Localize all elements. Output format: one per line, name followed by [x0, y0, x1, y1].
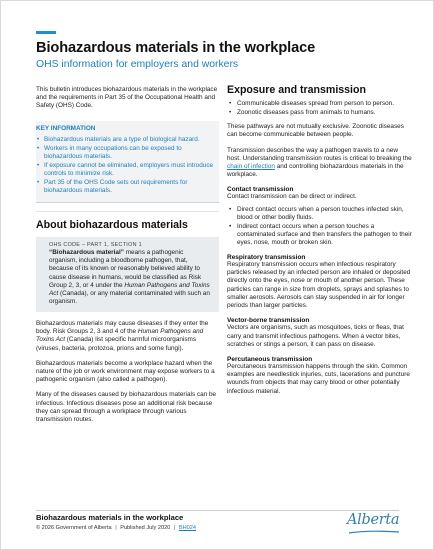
page-subtitle: OHS information for employers and workers	[36, 59, 239, 70]
vector-transmission-text: Vectors are organisms, such as mosquitoes, ticks or fleas, that carry and transmit infectious pathogens. When a vector bites, scratches or stings a person, it can pass on disease.	[227, 324, 404, 348]
contact-bullet: • Direct contact occurs when a person touches infected skin, blood or other bodily fluids.	[227, 206, 413, 222]
about-paragraph-1-text: Biohazardous materials may cause diseases if they enter the body. Risk Groups 2, 3 and 4 of the	[36, 319, 209, 336]
chain-of-infection-link[interactable]: chain of infection	[227, 163, 275, 170]
key-information-item: • Part 35 of the OHS Code sets out requirements for biohazardous materials.	[36, 179, 219, 195]
respiratory-transmission-heading: Respiratory transmission	[227, 254, 306, 262]
respiratory-transmission-text: Respiratory transmission occurs when infectious respiratory particles released by an infected person are inhaled or deposited directly onto the eyes, nose or mouth of another person. These particles can range in size from droplets, sprays and splashes to smaller aerosols. Aerosols can stay suspended in air for longer periods than larger particles.	[227, 261, 411, 310]
alberta-logo-swoosh	[348, 529, 400, 535]
key-information-box	[36, 121, 219, 204]
footer-separator: |	[113, 525, 119, 531]
footer-divider	[36, 510, 399, 511]
definition-text	[49, 249, 213, 306]
key-information-item: • Workers in many occupations can be exposed to biohazardous materials.	[36, 145, 219, 161]
contact-transmission-heading: Contact transmission	[227, 186, 294, 194]
right-column	[227, 84, 413, 396]
percutaneous-transmission-heading: Percutaneous transmission	[227, 355, 313, 363]
footer-title: Biohazardous materials in the workplace	[36, 513, 184, 522]
footer-document-code[interactable]: BH024	[178, 525, 196, 531]
ohs-code-label: OHS CODE – PART 1, SECTION 1	[49, 242, 142, 249]
page-title: Biohazardous materials in the workplace	[36, 40, 316, 56]
exposure-paragraph-2-text: Transmission describes the way a pathogen travels to a new host. Understanding transmission routes is critical to breaking the	[227, 146, 412, 162]
alberta-logo: Alberta	[347, 512, 400, 528]
key-information-item: • If exposure cannot be eliminated, employers must introduce controls to minimize risk.	[36, 162, 219, 178]
exposure-paragraph-2-text-end: and controlling biohazardous materials in the workplace.	[227, 163, 404, 179]
key-information-list	[36, 136, 219, 196]
about-heading: About biohazardous materials	[36, 211, 219, 231]
exposure-paragraph-1: These pathways are not mutually exclusive. Zoonotic diseases can become communicable between people.	[227, 123, 404, 139]
exposure-bullet: • Zoonotic diseases pass from animals to humans.	[227, 109, 413, 117]
exposure-heading: Exposure and transmission	[227, 84, 366, 96]
contact-transmission-text: Contact transmission can be direct or indirect.	[227, 193, 357, 201]
about-paragraph-1	[36, 320, 219, 353]
exposure-paragraph-2	[227, 147, 413, 180]
about-paragraph-2: Biohazardous materials become a workplace hazard when the nature of the job or work environment may expose workers to a pathogenic organism (also called a pathogen).	[36, 359, 215, 384]
definition-act-name: Human Pathogens and Toxins Act	[49, 281, 210, 297]
vector-transmission-heading: Vector-borne transmission	[227, 317, 310, 325]
footer-published: Published July 2020	[120, 525, 171, 531]
title-accent-bar	[36, 31, 56, 34]
key-information-item: • Biohazardous materials are a type of biological hazard.	[36, 136, 219, 144]
about-paragraph-3: Many of the diseases caused by biohazardous materials can be infectious. Infectious diseases pose an additional risk because they can spread through a workplace through various transmission routes.	[36, 391, 217, 423]
contact-bullet: • Indirect contact occurs when a person touches a contaminated surface and then transfers the pathogen to their eyes, nose, mouth or broken skin.	[227, 223, 413, 247]
percutaneous-transmission-text: Percutaneous transmission happens through the skin. Common examples are needlestick injuries, cuts, lacerations and puncture wounds from objects that may carry blood or other potentially infectious material.	[227, 362, 410, 395]
ohs-code-definition-box	[36, 237, 219, 312]
left-column	[36, 86, 219, 424]
about-paragraph-1-text-end: (Canada) list specific harmful microorganisms (viruses, bacteria, protozoa, prions and some fungi).	[36, 336, 197, 352]
exposure-bullet: • Communicable diseases spread from person to person.	[227, 100, 413, 108]
intro-paragraph: This bulletin introduces biohazardous materials in the workplace and the requirements in Part 35 of the Occupational Health and Safety (OHS) Code.	[36, 86, 218, 110]
footer-separator: |	[172, 525, 177, 531]
definition-term: “Biohazardous material”	[49, 249, 124, 257]
contact-bullets	[227, 206, 413, 247]
footer-copyright: © 2026 Government of Alberta	[36, 525, 112, 531]
exposure-bullets	[227, 100, 413, 117]
key-information-title: KEY INFORMATION	[36, 124, 96, 132]
definition-part-2: (Canada), or any material contaminated with such an organism.	[49, 289, 210, 305]
footer-meta	[36, 525, 196, 531]
definition-part-1: means a pathogenic organism, including a bloodborne pathogen, that, because of its known or reasonably believed ability to cause disease in humans, would be classified as Risk Group 2, 3, or 4 under the	[49, 249, 202, 289]
act-name-italic: Human Pathogens and Toxins Act	[36, 328, 204, 344]
